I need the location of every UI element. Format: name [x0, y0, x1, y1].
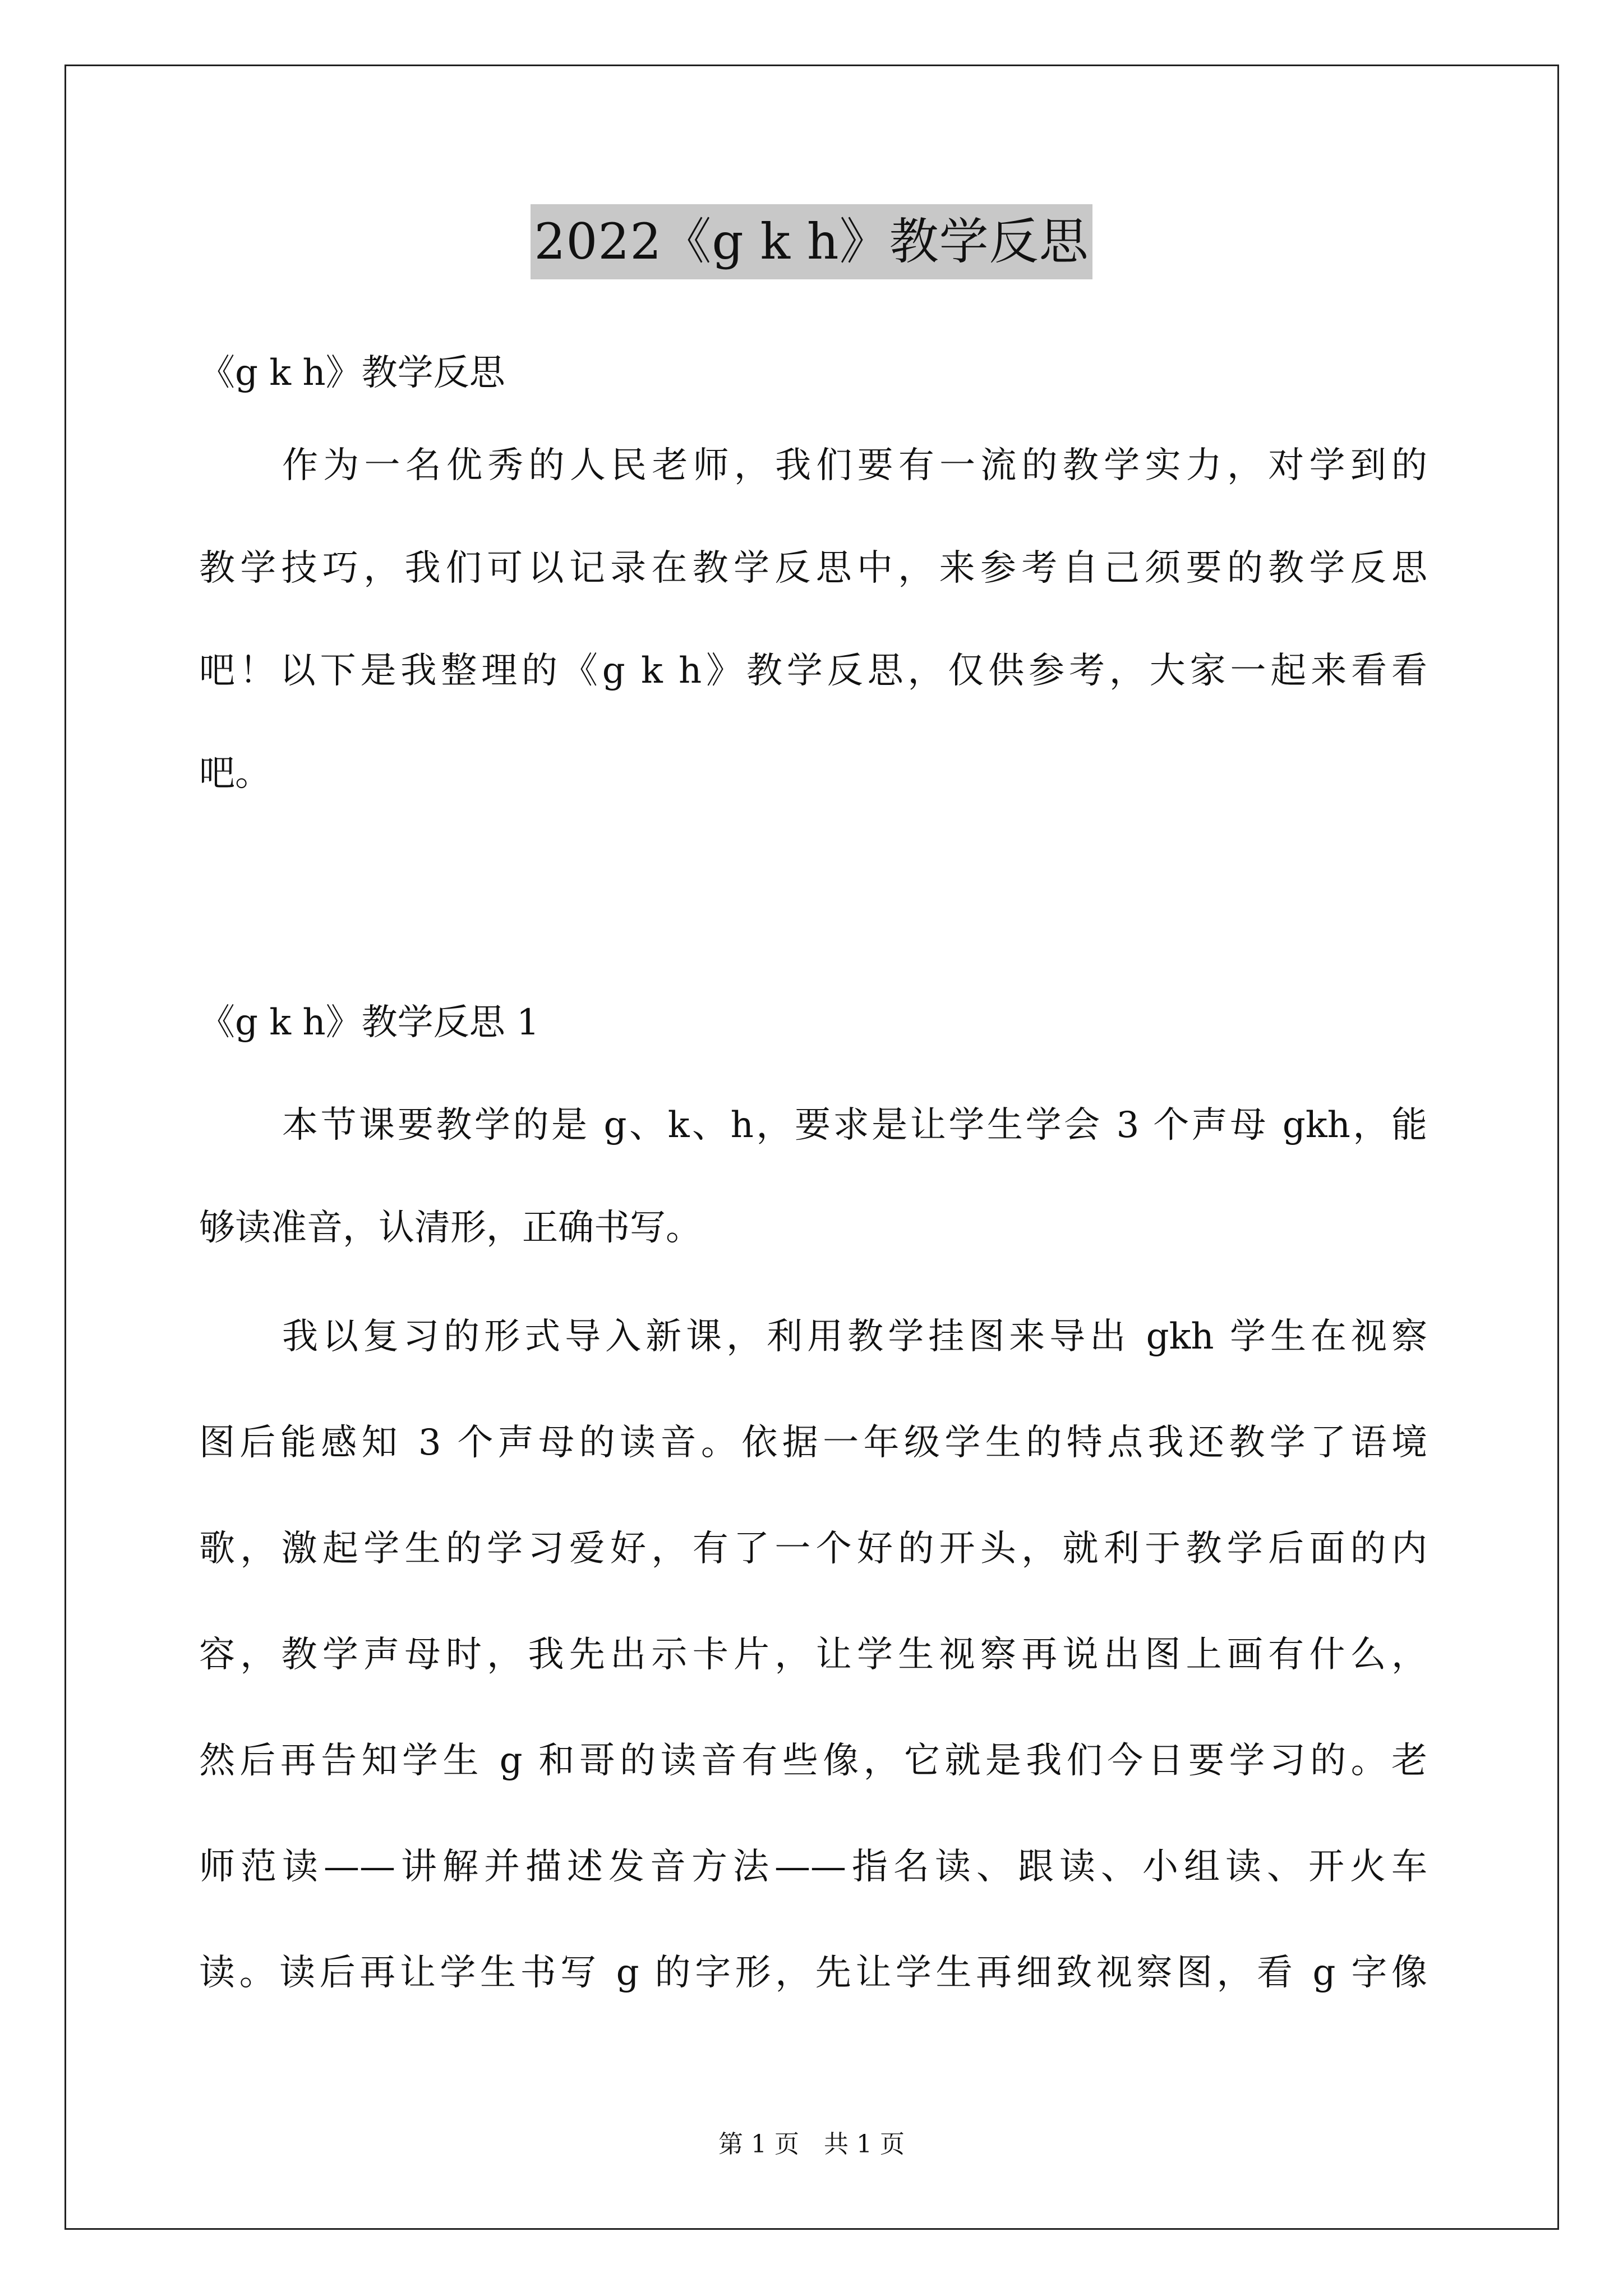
document-title: 2022《g k h》教学反思	[531, 204, 1092, 279]
paragraph-line: 图后能感知 3 个声母的读音。依据一年级学生的特点我还教学了语境	[199, 1422, 1427, 1464]
intro-line: 教学技巧，我们可以记录在教学反思中，来参考自己须要的教学反思	[199, 547, 1427, 589]
paragraph-line: 我以复习的形式导入新课，利用教学挂图来导出 gkh 学生在视察	[282, 1316, 1427, 1358]
intro-line: 作为一名优秀的人民老师，我们要有一流的教学实力，对学到的	[282, 445, 1427, 486]
subtitle: 《g k h》教学反思	[199, 352, 505, 394]
paragraph-line: 读。读后再让学生书写 g 的字形，先让学生再细致视察图，看 g 字像	[199, 1952, 1427, 1994]
intro-line: 吧！以下是我整理的《g k h》教学反思，仅供参考，大家一起来看看	[199, 650, 1427, 692]
section-heading: 《g k h》教学反思 1	[199, 1002, 540, 1043]
paragraph-line: 本节课要教学的是 g、k、h，要求是让学生学会 3 个声母 gkh，能	[282, 1105, 1427, 1146]
title-container	[0, 204, 1623, 279]
paragraph-line: 师范读——讲解并描述发音方法——指名读、跟读、小组读、开火车	[199, 1846, 1427, 1888]
paragraph-line: 容，教学声母时，我先出示卡片，让学生视察再说出图上画有什么，	[199, 1634, 1427, 1676]
paragraph-line: 然后再告知学生 g 和哥的读音有些像，它就是我们今日要学习的。老	[199, 1740, 1427, 1782]
paragraph-line: 够读准音，认清形，正确书写。	[199, 1207, 702, 1249]
paragraph-line: 歌，激起学生的学习爱好，有了一个好的开头，就利于教学后面的内	[199, 1528, 1427, 1570]
intro-line: 吧。	[199, 753, 271, 794]
page-footer: 第 1 页 共 1 页	[718, 2130, 905, 2159]
